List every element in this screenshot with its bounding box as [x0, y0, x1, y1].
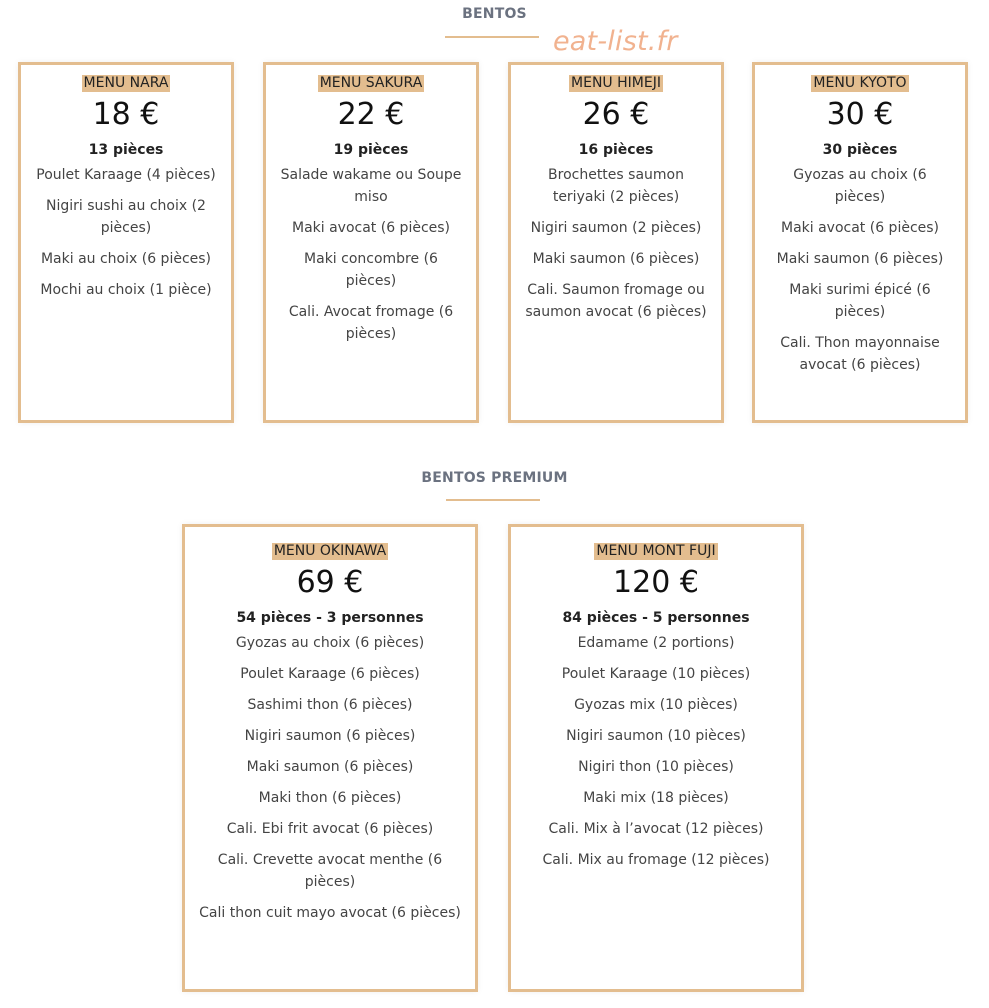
menu-item: Cali thon cuit mayo avocat (6 pièces) [199, 905, 461, 921]
menu-item: Cali. Avocat fromage (6 pièces) [288, 304, 454, 342]
card-pieces: 19 pièces [333, 142, 409, 158]
bento-card-sakura [263, 62, 479, 423]
menu-item: Maki au choix (6 pièces) [40, 251, 212, 267]
menu-item: Nigiri saumon (6 pièces) [244, 728, 416, 744]
card-price: 18 € [92, 97, 160, 132]
card-title: MENU MONT FUJI [596, 543, 716, 559]
bento-card-himeji [508, 62, 724, 423]
menu-item: Maki concombre (6 pièces) [304, 251, 438, 289]
card-title: MENU OKINAWA [273, 543, 387, 559]
card-pieces: 13 pièces [88, 142, 164, 158]
menu-item: Maki avocat (6 pièces) [780, 220, 940, 236]
menu-item: Cali. Saumon fromage ou saumon avocat (6 pièces) [525, 282, 707, 320]
card-title: MENU SAKURA [319, 75, 423, 91]
menu-item: Brochettes saumon teriyaki (2 pièces) [548, 167, 684, 205]
card-pieces: 30 pièces [822, 142, 898, 158]
menu-item: Nigiri thon (10 pièces) [578, 759, 734, 775]
menu-item: Gyozas au choix (6 pièces) [793, 167, 927, 205]
menu-item: Maki surimi épicé (6 pièces) [789, 282, 931, 320]
menu-item: Nigiri sushi au choix (2 pièces) [46, 198, 206, 236]
bento-card-nara [18, 62, 234, 423]
card-price: 69 € [296, 565, 364, 600]
menu-item: Poulet Karaage (4 pièces) [36, 167, 216, 183]
card-pieces: 84 pièces - 5 personnes [562, 610, 750, 626]
menu-item: Cali. Mix à l’avocat (12 pièces) [548, 821, 764, 837]
card-price: 26 € [582, 97, 650, 132]
menu-item: Maki thon (6 pièces) [258, 790, 402, 806]
section-divider-bentos [445, 36, 539, 38]
menu-item: Maki saumon (6 pièces) [776, 251, 944, 267]
card-price: 30 € [826, 97, 894, 132]
menu-item: Mochi au choix (1 pièce) [40, 282, 212, 298]
menu-item: Edamame (2 portions) [577, 635, 735, 651]
menu-item: Nigiri saumon (2 pièces) [530, 220, 702, 236]
section-title-bentos-premium: BENTOS PREMIUM [421, 470, 568, 486]
menu-item: Maki avocat (6 pièces) [291, 220, 451, 236]
menu-item: Poulet Karaage (10 pièces) [561, 666, 751, 682]
menu-item: Cali. Mix au fromage (12 pièces) [542, 852, 770, 868]
section-title-bentos: BENTOS [462, 6, 527, 22]
bento-card-okinawa [182, 524, 478, 992]
menu-item: Sashimi thon (6 pièces) [247, 697, 413, 713]
menu-item: Cali. Ebi frit avocat (6 pièces) [226, 821, 434, 837]
menu-item: Maki mix (18 pièces) [583, 790, 729, 806]
menu-item: Cali. Crevette avocat menthe (6 pièces) [217, 852, 443, 890]
menu-item: Maki saumon (6 pièces) [246, 759, 414, 775]
section-divider-premium [446, 499, 540, 501]
card-title: MENU HIMEJI [571, 75, 661, 91]
menu-item: Nigiri saumon (10 pièces) [566, 728, 746, 744]
card-title: MENU KYOTO [813, 75, 907, 91]
menu-item: Gyozas au choix (6 pièces) [235, 635, 425, 651]
menu-item: Maki saumon (6 pièces) [532, 251, 700, 267]
watermark: eat-list.fr [553, 26, 678, 57]
card-pieces: 16 pièces [578, 142, 654, 158]
card-price: 22 € [337, 97, 405, 132]
card-pieces: 54 pièces - 3 personnes [236, 610, 424, 626]
menu-item: Poulet Karaage (6 pièces) [240, 666, 420, 682]
card-title: MENU NARA [83, 75, 169, 91]
menu-item: Gyozas mix (10 pièces) [574, 697, 738, 713]
card-price: 120 € [613, 565, 699, 600]
bento-card-mont-fuji [508, 524, 804, 992]
menu-item: Cali. Thon mayonnaise avocat (6 pièces) [780, 335, 940, 373]
menu-item: Salade wakame ou Soupe miso [280, 167, 462, 205]
bento-card-kyoto [752, 62, 968, 423]
